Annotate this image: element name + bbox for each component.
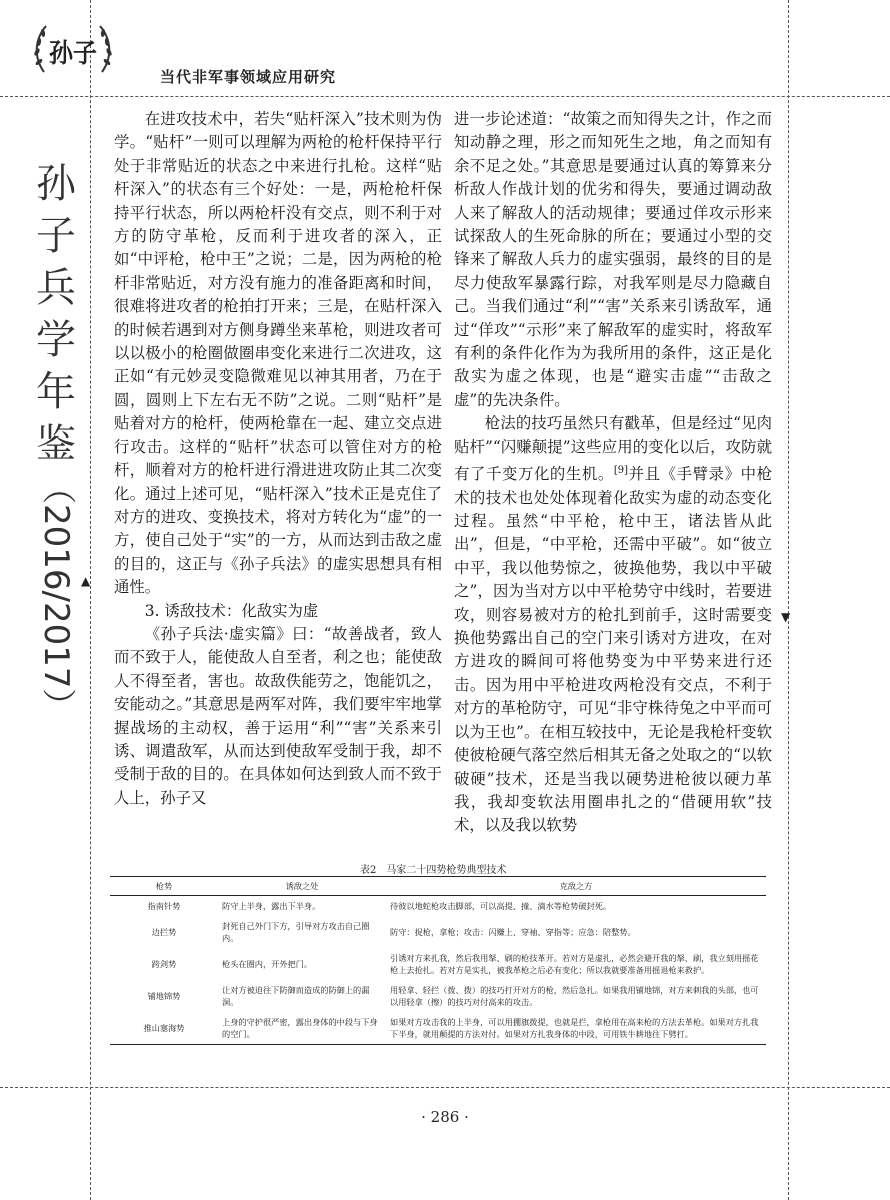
table-cell-counter: 防守：捉枪，拿枪；攻击：闪赚上、穿袖、穿指等；应急：陪整势。 xyxy=(390,927,636,937)
table-header-cell: 克敌之方 xyxy=(386,877,766,896)
left-dashed-rule xyxy=(90,0,91,1200)
table-cell-counter: 如果对方攻击我的上半身，可以用掤旗拨提，也就是拦，拿枪用在高来枪的方法去革枪。如果对方扎我下半身，就用颠提的方法对付。如果对方扎我身体的中段，可用铁牛耕地往下劈打。 xyxy=(386,1012,766,1045)
side-title-char: 子 xyxy=(36,213,76,259)
table-cell-lure: 枪头在圈内，开外把门。 xyxy=(222,959,313,969)
side-title-year: （2016/2017） xyxy=(36,470,76,723)
bottom-dashed-rule xyxy=(0,1087,890,1088)
yearbook-logo xyxy=(30,18,116,82)
table-header-row xyxy=(110,877,766,896)
side-title-char: 孙 xyxy=(36,161,76,207)
table-cell-counter: 待彼以地蛇枪攻击脚部，可以高提、撞、滴水等枪势破封死。 xyxy=(390,901,612,911)
side-title-char: 鉴 xyxy=(36,421,76,467)
left-text-column xyxy=(114,108,442,810)
body-paragraph: 《孙子兵法·虚实篇》曰：“故善战者，致人而不致于人，能使敌人自至者，利之也；能使敌人不得至者，害也。故敌佚能劳之，饱能饥之，安能动之。”其意思是两军对阵，我们要牢牢地掌握战场的主动权，善于运用“利”“害”关系来引诱、调遣敌军，从而达到使敌军受制于我，却不受制于敌的目的。在具体如何达到致人而不致于人上，孙子又 xyxy=(114,624,442,807)
table-header-cell: 诱敌之处 xyxy=(218,877,386,896)
top-dashed-rule xyxy=(0,96,890,97)
logo-glyph: 孙子 xyxy=(49,39,97,69)
table-row xyxy=(110,1012,766,1045)
body-paragraph: 进一步论述道：“故策之而知得失之计，作之而知动静之理，形之而知死生之地，角之而知有余不足之处。”其意思是要通过认真的筹算来分析敌人作战计划的优劣和得失，要通过调动敌人来了解敌人的活动规律；要通过佯攻示形来试探敌人的生死命脉的所在；要通过小型的交锋来了解敌人兵力的虚实强弱，最终的目的是尽力使敌军暴露行踪，对我军则是尽力隐藏自己。当我们通过“利”“害”关系来引诱敌军，通过“佯攻”“示形”来了解敌军的虚实时，将敌军有利的条件化作为为我所用的条件，这正是化敌实为虚之体现，也是“避实击虚”“击敌之虚”的先决条件。 xyxy=(454,110,772,409)
table-cell-lure: 让对方被迫往下防御而造成的防御上的漏洞。 xyxy=(222,985,370,1007)
table-cell-lure: 封死自己外门下方，引导对方攻击自己圈内。 xyxy=(222,921,370,943)
table-cell-stance: 推山塞海势 xyxy=(110,1012,218,1045)
body-paragraph-text: 枪法的技巧虽然只有戳革，但是经过“见肉贴杆”“闪赚颠提”这些应用的变化以后，攻防就有了千变万化的生机。 xyxy=(454,414,772,484)
table-caption: 表2 马家二十四势枪势典型技术 xyxy=(360,865,507,876)
table-row xyxy=(110,916,766,948)
side-title-char: 兵 xyxy=(36,265,76,311)
table-cell-counter: 引诱对方来扎我，然后我用拏、刷的枪技革开。若对方是虚扎，必然会避开我的拏、刷，我立刻用摇花枪上去抢扎。若对方是实扎，被我革枪之后必有变化；所以我就要准备用摇退枪来救护。 xyxy=(390,953,759,975)
body-paragraph-text: 并且《手臂录》中枪术的技术也处处体现着化敌实为虚的动态变化过程。虽然“中平枪，枪中王，诸法皆从此出”，但是，“中平枪，还需中平破”。如“彼立中平，我以他势惊之，彼换他势，我以中平破之”，因为当对方以中平枪势守中线时，若要进攻，则容易被对方的枪扎到前手，这时需要变换他势露出自己的空门来引诱对方进攻，在对方进攻的瞬间可将他势变为中平势来进行还击。因为用中平枪进攻两枪没有交点，不利于对方的革枪防守，可见“非守株待兔之中平而可以为王也”。在相互较技中，无论是我枪杆变软使彼枪硬气落空然后相其无备之处取之的“以软破硬”技术，还是当我以硬势进枪彼以硬力革我，我却变软法用圈串扎之的“借硬用软”技术，以及我以软势 xyxy=(454,465,772,835)
side-title-char: 学 xyxy=(36,317,76,363)
table-cell-counter: 用轻拿、轻拦（拨、拨）的技巧打开对方的枪，然后急扎。如果我用铺地锦，对方来刺我的头部，也可以用轻拿（擦）的技巧对付高来的攻击。 xyxy=(390,985,759,1007)
table-header-cell: 枪势 xyxy=(110,877,218,896)
table-cell-lure: 上身的守护很严密，露出身体的中段与下身的空门。 xyxy=(218,1012,386,1045)
table-cell-stance: 边拦势 xyxy=(151,927,177,937)
footnote-reference: [9] xyxy=(613,465,629,477)
table-cell-lure: 防守上半身，露出下半身。 xyxy=(222,901,321,911)
right-dashed-rule xyxy=(788,0,789,1200)
table-cell-stance: 跨剑势 xyxy=(151,959,177,969)
body-paragraph: 在进攻技术中，若失“贴杆深入”技术则为伪学。“贴杆”一则可以理解为两枪的枪杆保持平行处于非常贴近的状态之中来进行扎枪。这样“贴杆深入”的状态有三个好处：一是，两枪枪杆保持平行状态，所以两枪杆没有交点，则不利于对方的防守革枪，反而利于进攻者的深入，正如“中评枪，枪中王”之说；二是，因为两枪的枪杆非常贴近，对方没有施力的准备距离和时间，很难将进攻者的枪拍打开来；三是，在贴杆深入的时候若遇到对方侧身蹲坐来革枪，则进攻者可以以极小的枪圈做圈串变化来进行二次进攻，这正如“有元妙灵变隐微难见以神其用者，乃在于圆，圆则上下左右无不防”之说。二则“贴杆”是贴着对方的枪杆，使两枪靠在一起、建立交点进行攻击。这样的“贴杆”状态可以管住对方的枪杆，顺着对方的枪杆进行滑进进攻防止其二次变化。通过上述可见，“贴杆深入”技术正是克住了对方的进攻、变换技术，将对方转化为“虚”的一方，使自己处于“实”的一方，从而达到击敌之虚的目的，这正与《孙子兵法》的虚实思想具有相通性。 xyxy=(114,110,442,597)
left-triangle-marker: ▲ xyxy=(81,574,91,588)
technique-table xyxy=(110,876,766,1045)
page-number: · 286 · xyxy=(421,1108,469,1126)
table-row xyxy=(110,948,766,980)
running-header: 当代非军事领域应用研究 xyxy=(160,68,337,86)
right-text-column xyxy=(454,108,772,838)
body-paragraph xyxy=(454,412,772,837)
section-heading: 3. 诱敌技术：化敌实为虚 xyxy=(144,601,319,620)
table-row xyxy=(110,980,766,1012)
table-row xyxy=(110,896,766,917)
table-cell-stance: 铺地锦势 xyxy=(147,991,181,1001)
yearbook-side-title xyxy=(28,158,84,723)
side-title-char: 年 xyxy=(36,369,76,415)
right-triangle-marker: ▼ xyxy=(781,610,791,624)
table-cell-stance: 指南针势 xyxy=(147,901,181,911)
